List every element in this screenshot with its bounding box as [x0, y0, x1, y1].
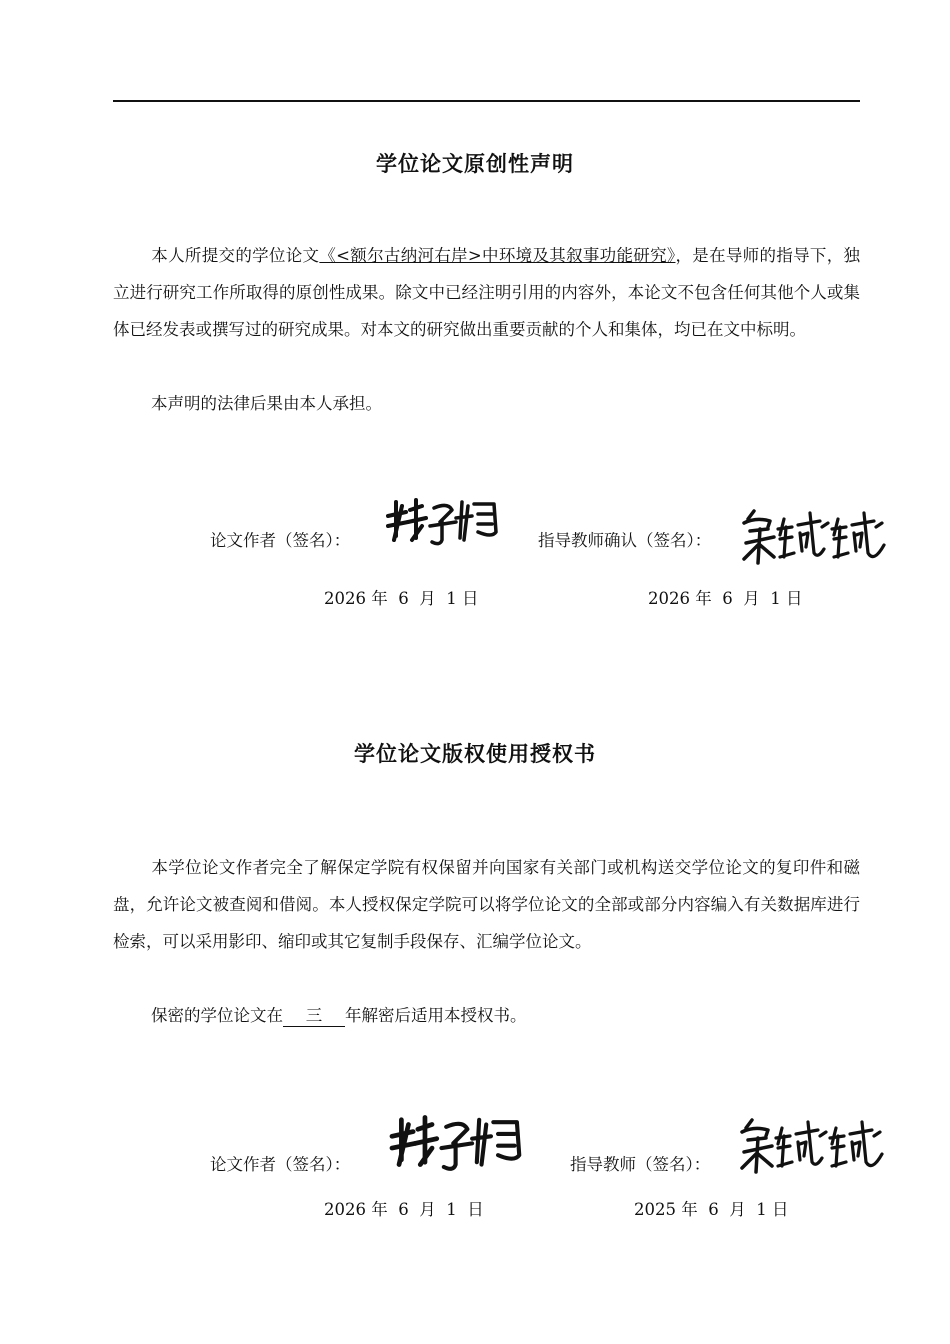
- authorization-advisor-label: 指导教师（签名）：: [570, 1155, 711, 1174]
- declaration-p2: 本声明的法律后果由本人承担。: [151, 394, 382, 413]
- declaration-author-signature: [382, 492, 512, 548]
- authorization-p2-suffix: 年解密后适用本授权书。: [345, 1006, 527, 1025]
- declaration-title: 学位论文原创性声明: [376, 152, 574, 176]
- secrecy-years: 三: [283, 1006, 345, 1027]
- authorization-p1: 本学位论文作者完全了解保定学院有权保留并向国家有关部门或机构送交学位论文的复印件和磁盘，允许论文被查阅和借阅。本人授权保定学院可以将学位论文的全部或部分内容编入有关数据库进行检索，可以采用影印、缩印或其它复制手段保存、汇编学位论文。: [113, 858, 860, 951]
- authorization-advisor-signature: [738, 1114, 888, 1176]
- authorization-advisor-date: 2025 年 6 月 1 日: [634, 1200, 789, 1219]
- declaration-paragraph-2: [113, 385, 860, 422]
- declaration-advisor-date: 2026 年 6 月 1 日: [648, 589, 803, 608]
- authorization-paragraph-1: [113, 849, 860, 960]
- thesis-title: 《<额尔古纳河右岸>中环境及其叙事功能研究》: [319, 246, 676, 265]
- declaration-advisor-signature: [740, 505, 890, 567]
- declaration-paragraph-1: [113, 237, 860, 348]
- authorization-title: 学位论文版权使用授权书: [354, 742, 596, 766]
- declaration-p1-prefix: 本人所提交的学位论文: [151, 246, 320, 265]
- declaration-author-date: 2026 年 6 月 1 日: [324, 589, 479, 608]
- header-rule: [113, 100, 860, 102]
- declaration-p1-suffix: ，是在导师的指导下，独立进行研究工作所取得的原创性成果。除文中已经注明引用的内容外，本论文不包含任何其他个人或集体已经发表或撰写过的研究成果。对本文的研究做出重要贡献的个人和集体，均已在文中标明。: [113, 246, 861, 339]
- authorization-author-label: 论文作者（签名）：: [210, 1155, 351, 1174]
- authorization-author-date: 2026 年 6 月 1 日: [324, 1200, 484, 1219]
- declaration-author-label: 论文作者（签名）：: [210, 531, 351, 550]
- authorization-p2-prefix: 保密的学位论文在: [151, 1006, 283, 1025]
- declaration-advisor-label: 指导教师确认（签名）：: [538, 531, 712, 550]
- authorization-author-signature: [384, 1108, 539, 1174]
- authorization-paragraph-2: [113, 997, 860, 1034]
